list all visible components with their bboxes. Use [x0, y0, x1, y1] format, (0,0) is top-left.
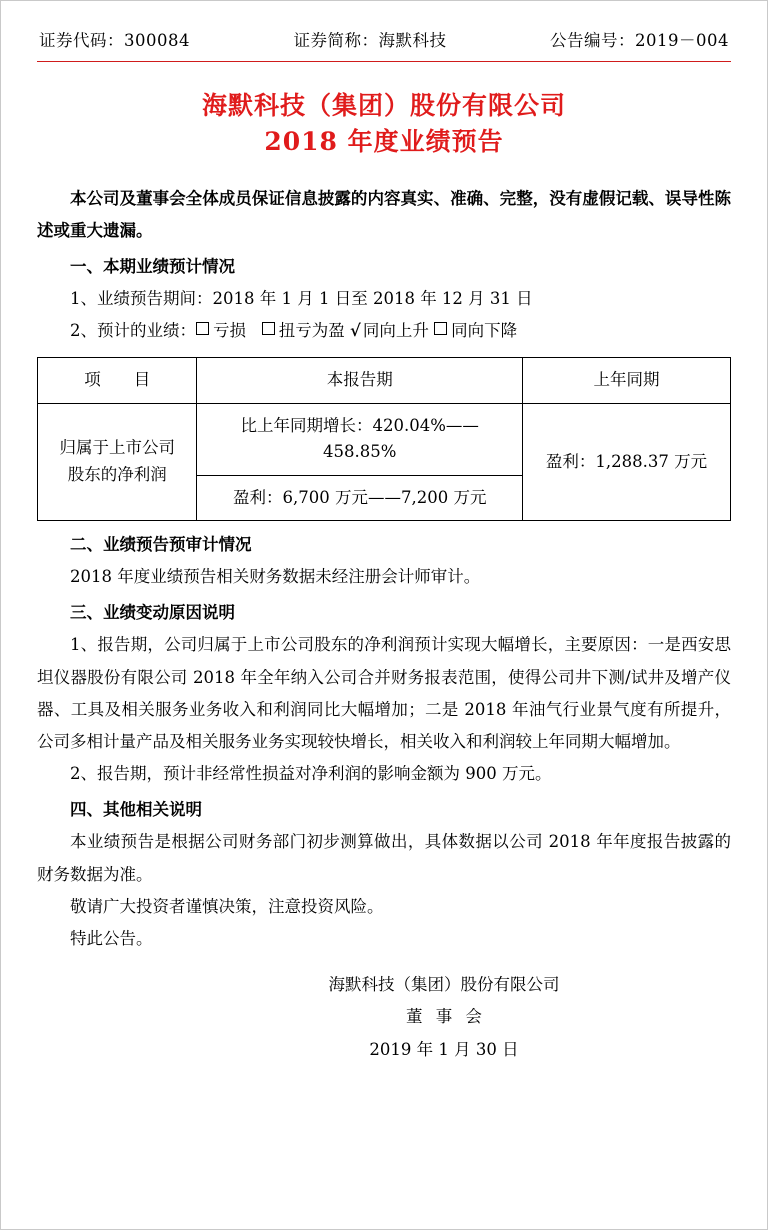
table-header-row [38, 358, 731, 403]
section-4-paragraph-3: 特此公告。 [70, 928, 153, 948]
security-code: 证券代码：300084 [39, 31, 190, 50]
header-last-period: 上年同期 [523, 358, 731, 403]
check-mark-icon: √ [350, 321, 361, 341]
option-turn-profit-label: 扭亏为盈 [278, 321, 345, 341]
document-title [37, 88, 731, 161]
option-up-label: 同向上升 [362, 321, 429, 341]
signature-board: 董事会 [406, 1007, 496, 1027]
document-header [37, 27, 731, 51]
row-item-name [38, 403, 197, 520]
checkbox-down-icon[interactable] [434, 322, 447, 335]
table-row [38, 403, 731, 475]
disclosure-statement: 本公司及董事会全体成员保证信息披露的内容真实、准确、完整，没有虚假记载、误导性陈述或重大遗漏。 [37, 188, 731, 240]
title-company: 海默科技（集团）股份有限公司 [201, 91, 566, 120]
checkbox-loss-icon[interactable] [196, 322, 209, 335]
signature-company: 海默科技（集团）股份有限公司 [328, 975, 560, 995]
security-abbreviation: 证券简称：海默科技 [293, 31, 447, 50]
option-loss-label: 亏损 [213, 321, 246, 341]
section-1-item-2 [37, 315, 731, 347]
header-report-period: 本报告期 [197, 358, 523, 403]
row-report-profit: 盈利：6,700 万元——7,200 万元 [197, 475, 523, 520]
section-2-body: 2018 年度业绩预告相关财务数据未经注册会计师审计。 [70, 567, 481, 587]
section-4-paragraph-1: 本业绩预告是根据公司财务部门初步测算做出，具体数据以公司 2018 年年度报告披露的财务数据为准。 [37, 832, 731, 884]
section-1-item-1: 1、业绩预告期间：2018 年 1 月 1 日至 2018 年 12 月 31 日 [70, 289, 533, 309]
header-divider [37, 61, 731, 62]
row-item-line-1: 归属于上市公司 [59, 438, 175, 458]
section-2-heading: 二、业绩预告预审计情况 [70, 534, 252, 554]
signature-date: 2019 年 1 月 30 日 [369, 1039, 519, 1059]
row-last-period-value: 盈利：1,288.37 万元 [523, 403, 731, 520]
section-4-heading: 四、其他相关说明 [70, 800, 202, 820]
header-item: 项 目 [38, 358, 197, 403]
notice-number: 公告编号：2019－004 [550, 31, 729, 50]
option-down-label: 同向下降 [451, 321, 518, 341]
title-subject: 2018 年度业绩预告 [264, 127, 504, 157]
section-4-paragraph-2: 敬请广大投资者谨慎决策，注意投资风险。 [70, 896, 384, 916]
section-3-heading: 三、业绩变动原因说明 [70, 603, 235, 623]
performance-table [37, 357, 731, 521]
section-3-paragraph-2: 2、报告期，预计非经常性损益对净利润的影响金额为 900 万元。 [70, 764, 552, 784]
signature-block [37, 969, 731, 1066]
section-1-heading: 一、本期业绩预计情况 [70, 256, 235, 276]
expected-result-prefix: 2、预计的业绩： [70, 321, 196, 341]
checkbox-turn-profit-icon[interactable] [262, 322, 275, 335]
row-item-line-2: 股东的净利润 [67, 464, 167, 484]
row-report-growth: 比上年同期增长：420.04%——458.85% [197, 403, 523, 475]
document-body [37, 183, 731, 1066]
section-3-paragraph-1: 1、报告期，公司归属于上市公司股东的净利润预计实现大幅增长，主要原因：一是西安思坦仪器股份有限公司 2018 年全年纳入公司合并财务报表范围，使得公司井下测/试井及增产仪器、工具及相关服务业务收入和利润同比大幅增加；二是 2018 年油气行业景气度有所提升，公司多相计量产品及相关服务业务实现较快增长，相关收入和利润较上年同期大幅增加。 [37, 635, 731, 751]
